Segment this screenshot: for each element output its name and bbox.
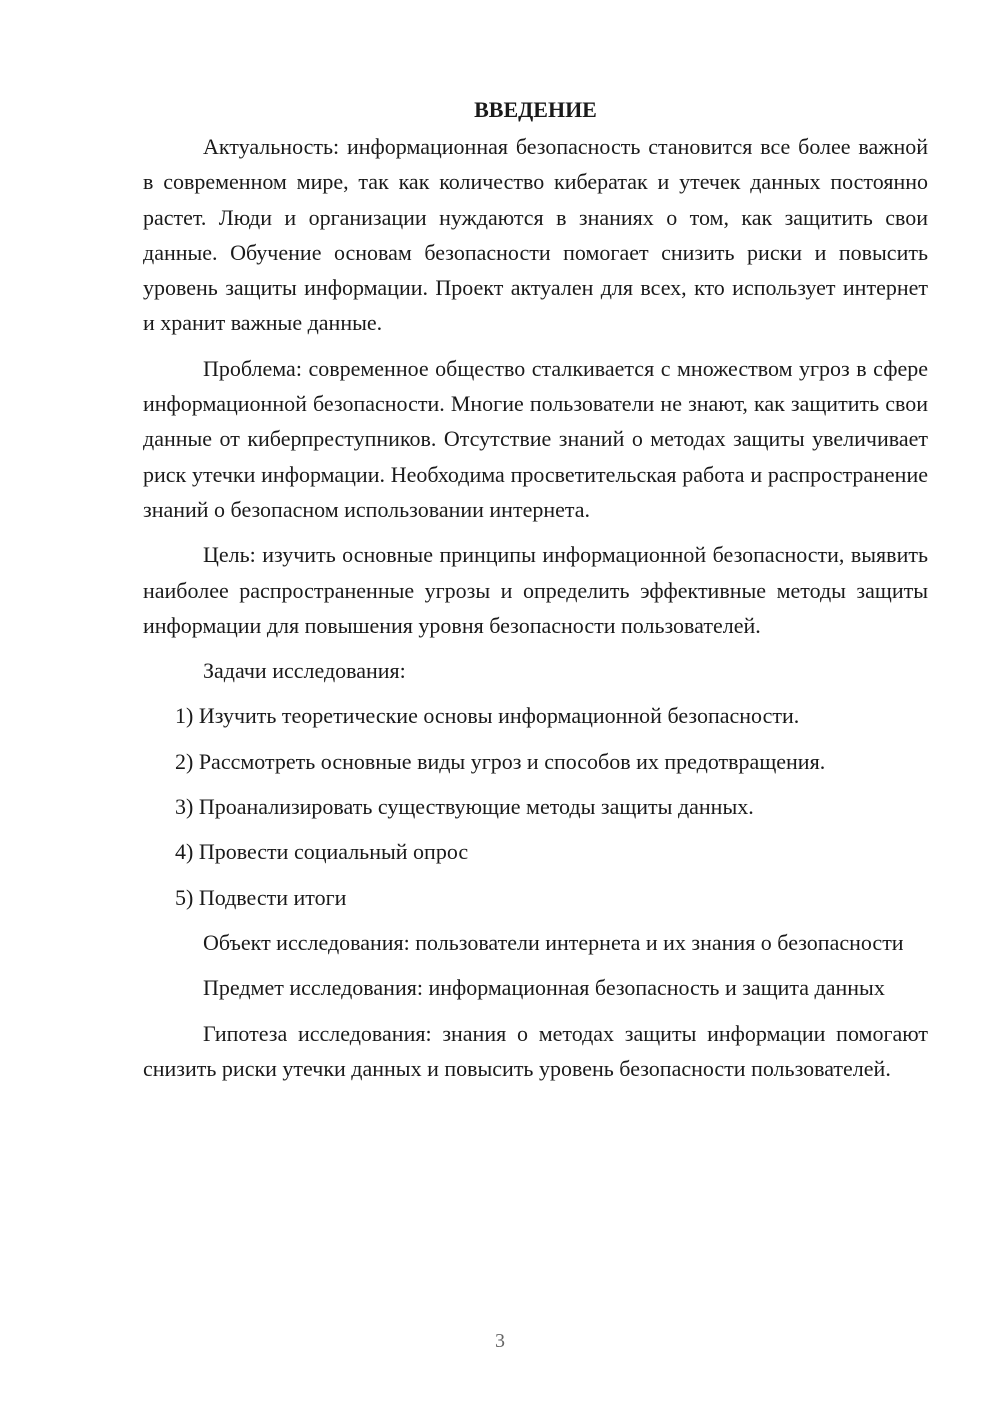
goal-paragraph: Цель: изучить основные принципы информационной безопасности, выявить наиболее распространенные угрозы и определить эффективные методы защиты информации для повышения уровня безопасности пользователей. — [143, 542, 928, 638]
task-item: 3) Проанализировать существующие методы защиты данных. — [175, 794, 754, 820]
section-title: ВВЕДЕНИЕ — [474, 97, 597, 122]
problem-paragraph: Проблема: современное общество сталкивается с множеством угроз в сфере информационной безопасности. Многие пользователи не знают, как защитить свои данные от киберпреступников. Отсутствие знаний о методах защиты увеличивает риск утечки информации. Необходима просветительская работа и распространение знаний о безопасном использовании интернета. — [143, 355, 928, 522]
task-item: 1) Изучить теоретические основы информационной безопасности. — [175, 703, 800, 729]
task-item: 2) Рассмотреть основные виды угроз и способов их предотвращения. — [175, 748, 826, 774]
page-number: 3 — [495, 1330, 505, 1352]
task-item: 5) Подвести итоги — [175, 884, 347, 910]
relevance-paragraph: Актуальность: информационная безопасность становится все более важной в современном мире, так как количество кибератак и утечек данных постоянно растет. Люди и организации нуждаются в знаниях о том, как защитить свои данные. Обучение основам безопасности помогает снизить риски и повысить уровень защиты информации. Проект актуален для всех, кто использует интернет и хранит важные данные. — [143, 134, 928, 336]
document-body — [143, 92, 928, 1086]
object-paragraph: Объект исследования: пользователи интернета и их знания о безопасности — [203, 929, 904, 955]
task-item: 4) Провести социальный опрос — [175, 839, 469, 865]
subject-paragraph: Предмет исследования: информационная безопасность и защита данных — [203, 975, 885, 1001]
hypothesis-paragraph: Гипотеза исследования: знания о методах защиты информации помогают снизить риски утечки данных и повысить уровень безопасности пользователей. — [143, 1020, 928, 1081]
tasks-heading: Задачи исследования: — [203, 658, 406, 684]
